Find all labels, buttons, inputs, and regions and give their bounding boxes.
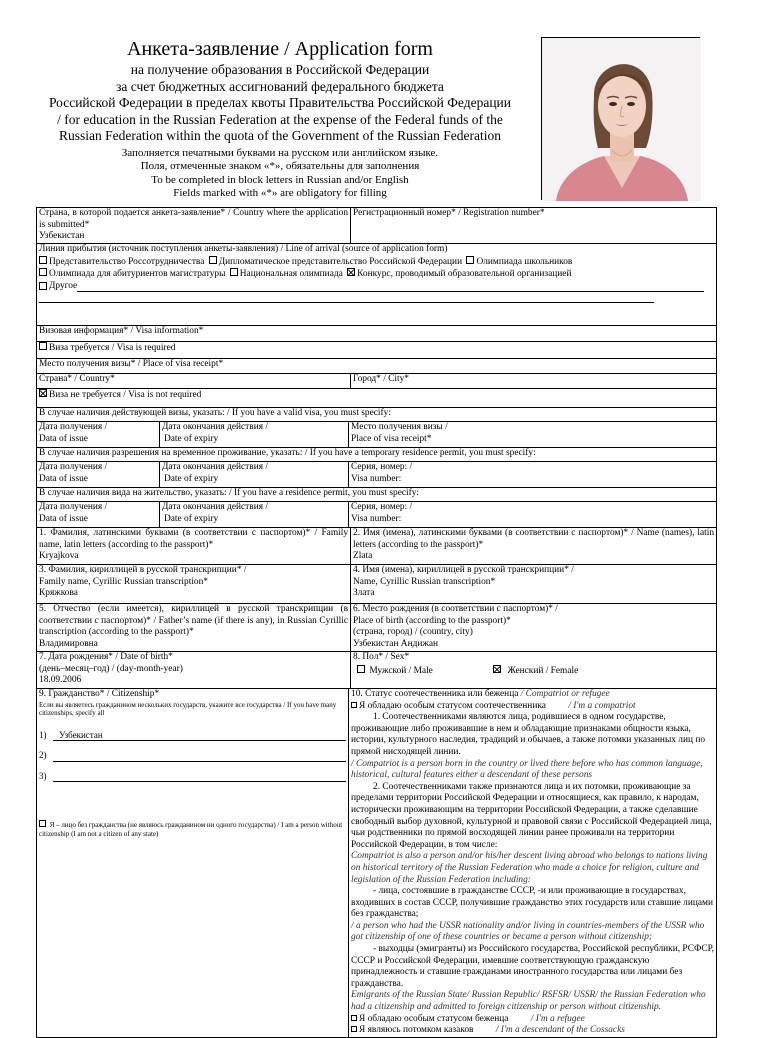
family-name-cyrillic-label: 3. Фамилия, кириллицей в русской транскрипции* / [39,565,247,575]
fathers-name-value: Владимировна [39,638,98,649]
visa-country-cell[interactable] [37,374,351,389]
res-permit-number-cell[interactable] [349,502,717,528]
country-value: Узбекистан [39,231,85,242]
family-name-latin-value: Kryajkova [39,551,79,562]
place-of-birth-cell[interactable] [351,604,717,652]
sex-female-label: Женский / Female [507,665,579,676]
arrival-opt4-label: Олимпиада для абитуриентов магистратуры [49,269,226,280]
family-name-cyrillic-value: Кряжкова [39,588,78,599]
date-of-birth-cell[interactable] [37,652,351,689]
cossack-label-en: / I'm a descendant of the Cossacks [495,1025,625,1036]
visa-place-cell [37,359,717,374]
subtitle-line-1: на получение образования в Российской Федерации [130,62,430,77]
place-of-birth-label-en: Place of birth (according to the passport)* [353,615,511,626]
instruction-line-1: Заполняется печатными буквами на русском или английском языке. [121,146,439,159]
country-label: Страна, в которой подается анкета-заявление* / Country where the application is submitted* [39,208,349,230]
arrival-opt5-checkbox[interactable] [230,268,238,276]
temp-permit-issue-label: Дата получения / [39,462,108,472]
cossack-label: Я являюсь потомком казаков [359,1025,474,1036]
temp-permit-expiry-cell[interactable] [160,462,349,488]
arrival-opt6-checkbox-checked[interactable] [347,268,355,276]
arrival-other-line[interactable] [77,283,704,292]
arrival-opt2-label: Дипломатическое представительство Российской Федерации [218,256,463,267]
arrival-other-label: Другое [49,280,78,291]
arrival-other-checkbox[interactable] [39,282,47,290]
visa-info-label: Визовая информация* / Visa information* [39,326,204,336]
applicant-photo [541,37,700,200]
form-title: Анкета-заявление / Application form [127,38,433,60]
name-latin-label: 2. Имя (имена), латинскими буквами (в соответствии с паспортом)* / Name (names), latin letters (according to the passport)* [353,528,715,550]
valid-visa-label: В случае наличия действующей визы, указать: / If you have a valid visa, you must specify: [39,408,391,418]
refugee-checkbox[interactable] [351,1015,357,1021]
citizenship-value-2[interactable] [53,751,346,762]
stateless-checkbox[interactable] [39,820,46,827]
name-cyrillic-label-en: Name, Cyrillic Russian transcription* [353,576,496,587]
valid-visa-issue-cell[interactable] [37,422,160,448]
place-of-birth-value: Узбекистан Андижан [353,638,439,649]
sex-female-checkbox-checked[interactable] [493,665,501,673]
fathers-name-label: 5. Отчество (если имеется), кириллицей в русской транскрипции (в соответствии с паспортом)* / Father’s name (if there is any), in Russian Cyrillic transcription (according to the passport)* [39,604,349,638]
sex-male-checkbox[interactable] [357,665,365,673]
subtitle-line-5: Russian Federation within the quota of the Government of the Russian Federation [58,128,502,143]
compatriot-checkbox[interactable] [351,702,357,708]
valid-visa-issue-label: Дата получения / [39,422,108,432]
valid-visa-place-cell[interactable] [349,422,717,448]
arrival-opt5-label: Национальная олимпиада [239,269,343,280]
arrival-opt6-label: Конкурс, проводимый образовательной организацией [357,269,572,280]
visa-required-label: Виза требуется / Visa is required [49,343,176,353]
date-of-birth-label: 7. Дата рождения* / Date of birth* [39,652,173,662]
arrival-opt4-checkbox[interactable] [39,268,47,276]
subtitle-line-3: Российской Федерации в пределах квоты Правительства Российской Федерации [48,95,512,110]
valid-visa-issue-label-en: Data of issue [39,433,88,444]
registration-number-cell[interactable] [351,208,717,244]
arrival-opt1-label: Представительство Россотрудничества [49,256,205,267]
visa-city-cell[interactable] [351,374,717,389]
family-name-latin-label: 1. Фамилия, латинскими буквами (в соответствии с паспортом)* / Family name, latin letters (according to the passport)* [39,528,349,550]
compatriot-p2: 2. Соотечественниками также признаются лица и их потомки, проживающие за пределами территории Российской Федерации и относящиеся, как правило, к народам, исторически проживающим на территории Российской Федерации, а также сделавшие свободный выбор духовной, культурной и правовой связи с Российской Федерацией лица, чьи родственники по прямой восходящей линии ранее проживали на территории Российской Федерации, в том числе: [351,781,712,850]
valid-visa-place-label-en: Place of visa receipt* [351,433,432,444]
compatriot-p4-en: Emigrants of the Russian State/ Russian Republic/ RSFSR/ USSR/ the Russian Federation who had a citizenship and admitted to foreign citizenship or person without citizenship. [351,990,706,1013]
family-name-cyrillic-cell[interactable] [37,565,351,604]
valid-visa-header [37,408,717,422]
temp-permit-header [37,448,717,462]
citizenship-cell [37,689,349,1038]
citizenship-value-1[interactable]: Узбекистан [53,730,346,741]
name-cyrillic-cell[interactable] [351,565,717,604]
arrival-label: Линия прибытия (источник поступления анкеты-заявления) / Line of arrival (source of application form) [39,244,448,254]
valid-visa-expiry-label: Дата окончания действия / [162,422,268,432]
temp-permit-expiry-label: Дата окончания действия / [162,462,268,472]
citizenship-num-3: 3) [39,770,47,781]
fathers-name-cell[interactable] [37,604,351,652]
citizenship-label: 9. Гражданство* / Citizenship* [39,689,160,699]
arrival-opt3-checkbox[interactable] [466,256,474,264]
visa-required-cell[interactable] [37,342,717,359]
res-permit-issue-label-en: Data of issue [39,513,88,524]
place-of-birth-label: 6. Место рождения (в соответствии с паспортом)* / [353,604,558,614]
visa-info-cell [37,326,717,342]
citizenship-value-3[interactable] [53,771,346,782]
visa-city-label: Город* / City* [353,374,409,384]
visa-country-label: Страна* / Country* [39,374,115,384]
place-of-birth-format: (страна, город) / (country, city) [353,627,473,638]
res-permit-expiry-label: Дата окончания действия / [162,502,268,512]
compatriot-p1: 1. Соотечественниками являются лица, родившиеся в одном государстве, проживающие либо проживавшие в нем и обладающие признаками общности языка, истории, культурного наследия, традиций и обычаев, а также потомки указанных лиц по прямой нисходящей линии. [351,712,706,757]
subtitle-line-2: за счет бюджетных ассигнований федерального бюджета [116,78,444,94]
visa-place-label: Место получения визы* / Place of visa receipt* [39,359,224,369]
sex-cell [351,652,717,689]
citizenship-note: Если вы являетесь гражданином нескольких государств, укажите все государства / If you have many citizenships, specify all [39,700,337,718]
stateless-label: Я – лицо без гражданства (не являюсь гражданином ни одного государства) / I am a person without citizenship (I am not a citizen of any state) [39,821,343,838]
compatriot-p2-en: Compatriot is also a person and/or his/her descent living abroad who belongs to nations living on historical territory of the Russian Federation who made a choice for religion, culture and legislation of the Russian Federation including: [351,851,708,885]
form-header [20,36,540,201]
registration-number-label: Регистрационный номер* / Registration number* [353,208,545,218]
temp-permit-number-label-en: Visa number: [351,473,402,484]
date-of-birth-format: (день–месяц–год) / (day-month-year) [39,663,183,674]
instruction-line-3: To be completed in block letters in Russian and/or English [151,173,409,186]
subtitle-line-4: / for education in the Russian Federation at the expense of the Federal funds of the [57,111,503,127]
temp-permit-label: В случае наличия разрешения на временное проживание, указать: / If you have a temporary residence permit, you must specify: [39,448,536,458]
valid-visa-expiry-cell[interactable] [160,422,349,448]
family-name-cyrillic-label-en: Family name, Cyrillic Russian transcription* [39,576,208,587]
compatriot-special-label-en: / I'm a compatriot [568,700,636,711]
temp-permit-number-cell[interactable] [349,462,717,488]
compatriot-p3: - лица, состоявшие в гражданстве СССР, -и или проживающие в государствах, входивших в состав СССР, получившие гражданство этих государств или ставшие лицами без гражданства; [351,886,713,920]
temp-permit-expiry-label-en: Date of expiry [164,473,219,484]
visa-not-required-label: Виза не требуется / Visa is not required [49,390,202,400]
temp-permit-number-label: Серия, номер: / [351,462,413,472]
stateless-option[interactable] [39,820,346,838]
country-cell[interactable] [37,208,351,244]
res-permit-expiry-label-en: Date of expiry [164,513,219,524]
compatriot-special-label: Я обладаю особым статусом соотечественника [359,700,546,711]
name-latin-value: Zlata [353,551,373,562]
date-of-birth-value: 18.09.2006 [39,675,82,686]
sex-label: 8. Пол* / Sex* [353,652,410,662]
res-permit-issue-cell[interactable] [37,502,160,528]
citizenship-row-3[interactable] [39,771,346,783]
arrival-other-line-2[interactable] [39,292,654,303]
visa-not-required-checkbox-checked[interactable] [39,389,47,397]
arrival-opt2-checkbox[interactable] [209,256,217,264]
arrival-line-cell [37,244,717,326]
res-permit-label: В случае наличия вида на жительство, указать: / If you have a residence permit, you must specify: [39,488,420,498]
sex-male-label: Мужской / Male [369,665,433,676]
res-permit-expiry-cell[interactable] [160,502,349,528]
compatriot-p1-en: / Compatriot is a person born in the country or lived there before who has common language, historical, cultural features either a descendant of these persons [351,758,703,781]
res-permit-number-label-en: Visa number: [351,513,402,524]
compatriot-p4: - выходцы (эмигранты) из Российского государства, Российской республики, РСФСР, СССР и Российской Федерации, имевшие соответствующую гражданскую принадлежность и ставшие гражданами иностранного государства или лицами без гражданства. [351,944,715,989]
visa-required-checkbox[interactable] [39,342,47,350]
res-permit-number-label: Серия, номер: / [351,502,413,512]
visa-not-required-cell[interactable] [37,389,717,408]
application-table [36,207,717,1038]
name-cyrillic-label: 4. Имя (имена), кириллицей в русской транскрипции* / [353,565,574,575]
instruction-line-4: Fields marked with «*» are obligatory for filling [173,187,387,199]
valid-visa-expiry-label-en: Date of expiry [164,433,219,444]
compatriot-cell [349,689,717,1038]
citizenship-row-1[interactable] [39,730,346,742]
compatriot-p3-en: / a person who had the USSR nationality and/or living in countries-members of the USSR who got citizenship of one of these countries or became a person without citizenship; [351,920,705,943]
family-name-latin-cell[interactable] [37,528,351,565]
valid-visa-place-label: Место получения визы / [351,422,448,432]
applicant-photo-image [542,38,701,201]
arrival-opt3-label: Олимпиада школьников [476,256,573,267]
res-permit-header [37,488,717,502]
arrival-opt1-checkbox[interactable] [39,256,47,264]
name-latin-cell[interactable] [351,528,717,565]
refugee-label-en: / I'm a refugee [530,1013,585,1024]
compatriot-label-en: / Compatriot or refugee [520,689,610,699]
citizenship-num-1: 1) [39,729,47,740]
instruction-line-2: Поля, отмеченные знаком «*», обязательны для заполнения [140,160,420,172]
temp-permit-issue-label-en: Data of issue [39,473,88,484]
temp-permit-issue-cell[interactable] [37,462,160,488]
compatriot-label: 10. Статус соотечественника или беженца [351,689,519,699]
citizenship-row-2[interactable] [39,750,346,762]
cossack-checkbox[interactable] [351,1026,357,1032]
name-cyrillic-value: Злата [353,588,375,599]
refugee-label: Я обладаю особым статусом беженца [359,1013,509,1024]
citizenship-num-2: 2) [39,750,47,761]
res-permit-issue-label: Дата получения / [39,502,108,512]
